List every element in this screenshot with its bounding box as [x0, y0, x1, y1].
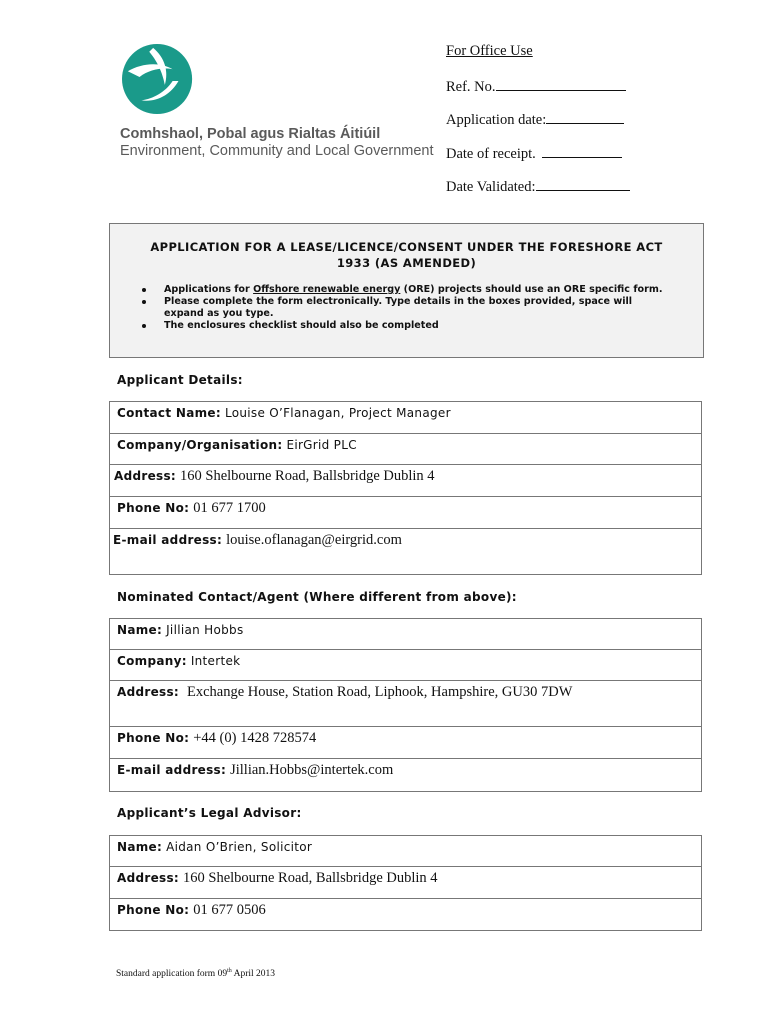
legal-address-row[interactable]	[110, 867, 701, 899]
form-title	[110, 239, 703, 271]
instruction-text: Please complete the form electronically. Type details in the boxes provided, space will expand as you type.	[164, 296, 633, 319]
address-value[interactable]: 160 Shelbourne Road, Ballsbridge Dublin 4	[180, 468, 435, 484]
company-label: Company/Organisation:	[117, 438, 283, 452]
email-value[interactable]: louise.oflanagan@eirgrid.com	[226, 532, 402, 548]
instruction-text: (ORE) projects should use an ORE specific form.	[400, 284, 663, 295]
legal-name-label: Name:	[117, 840, 163, 854]
instruction-text: The enclosures checklist should also be completed	[164, 320, 439, 331]
company-row[interactable]	[110, 434, 701, 465]
agent-company-value[interactable]: Intertek	[190, 654, 241, 668]
legal-address-label: Address:	[117, 871, 180, 885]
company-value[interactable]: EirGrid PLC	[286, 438, 357, 452]
contact-name-value[interactable]: Louise O’Flanagan, Project Manager	[224, 406, 451, 420]
applicant-details-table	[109, 401, 702, 575]
agent-address-value[interactable]: Exchange House, Station Road, Liphook, Hampshire, GU30 7DW	[187, 684, 573, 700]
legal-advisor-table	[109, 835, 702, 931]
legal-name-row[interactable]	[110, 836, 701, 867]
legal-advisor-heading: Applicant’s Legal Advisor:	[117, 806, 302, 820]
instruction-item	[132, 296, 672, 320]
agent-company-label: Company:	[117, 654, 187, 668]
address-label: Address:	[114, 469, 177, 483]
agent-phone-value[interactable]: +44 (0) 1428 728574	[193, 730, 317, 746]
legal-phone-label: Phone No:	[117, 903, 190, 917]
instruction-item	[132, 284, 672, 296]
date-of-receipt-line	[542, 144, 622, 158]
agent-address-row[interactable]	[110, 681, 701, 727]
applicant-details-heading: Applicant Details:	[117, 373, 243, 387]
date-validated-line	[536, 177, 630, 191]
agent-email-value[interactable]: Jillian.Hobbs@intertek.com	[230, 762, 394, 778]
phone-row[interactable]	[110, 497, 701, 529]
agent-phone-row[interactable]	[110, 727, 701, 759]
logo-text-irish: Comhshaol, Pobal agus Rialtas Áitiúil	[120, 126, 381, 142]
date-validated-label: Date Validated:	[446, 179, 536, 195]
instruction-text: Applications for	[164, 284, 254, 295]
bullet-icon	[142, 300, 146, 304]
ref-no-label: Ref. No.	[446, 79, 496, 95]
instruction-item	[132, 320, 672, 332]
agent-heading: Nominated Contact/Agent (Where different from above):	[117, 590, 517, 604]
footer-date: April 2013	[231, 969, 276, 980]
department-logo	[118, 42, 434, 172]
logo-emblem-icon	[120, 42, 198, 116]
bullet-icon	[142, 324, 146, 328]
legal-phone-value[interactable]: 01 677 0506	[193, 902, 266, 918]
footer-text: Standard application form 09	[116, 969, 228, 980]
legal-name-value[interactable]: Aidan O’Brien, Solicitor	[166, 840, 313, 854]
contact-name-row[interactable]	[110, 402, 701, 434]
application-date-field	[446, 110, 624, 129]
logo-text-english: Environment, Community and Local Government	[120, 143, 434, 159]
agent-details-table	[109, 618, 702, 792]
email-label: E-mail address:	[113, 533, 223, 547]
address-row[interactable]	[110, 465, 701, 497]
legal-address-value[interactable]: 160 Shelbourne Road, Ballsbridge Dublin 4	[183, 870, 438, 886]
phone-value[interactable]: 01 677 1700	[193, 500, 266, 516]
ore-link[interactable]: Offshore renewable energy	[253, 284, 401, 295]
date-of-receipt-field	[446, 144, 622, 163]
contact-name-label: Contact Name:	[117, 406, 221, 420]
date-validated-field	[446, 177, 630, 196]
form-header-box	[109, 223, 704, 358]
agent-name-row[interactable]	[110, 619, 701, 650]
agent-phone-label: Phone No:	[117, 731, 190, 745]
bullet-icon	[142, 288, 146, 292]
agent-email-row[interactable]	[110, 759, 701, 791]
agent-name-label: Name:	[117, 623, 163, 637]
form-title-line2: 1933 (AS AMENDED)	[336, 256, 477, 270]
office-use-title: For Office Use	[446, 43, 533, 59]
application-date-label: Application date:	[446, 112, 547, 128]
agent-company-row[interactable]	[110, 650, 701, 681]
application-date-line	[546, 110, 624, 124]
page-footer	[116, 968, 275, 979]
agent-name-value[interactable]: Jillian Hobbs	[166, 623, 244, 637]
agent-address-label: Address:	[117, 685, 180, 699]
agent-email-label: E-mail address:	[117, 763, 227, 777]
instructions-list	[132, 284, 672, 332]
legal-phone-row[interactable]	[110, 899, 701, 930]
ref-no-line	[496, 77, 626, 91]
ref-no-field	[446, 77, 626, 96]
footer-superscript: th	[227, 968, 232, 974]
email-row[interactable]	[110, 529, 701, 574]
date-of-receipt-label: Date of receipt.	[446, 146, 536, 162]
phone-label: Phone No:	[117, 501, 190, 515]
form-title-line1: APPLICATION FOR A LEASE/LICENCE/CONSENT UNDER THE FORESHORE ACT	[150, 240, 663, 254]
